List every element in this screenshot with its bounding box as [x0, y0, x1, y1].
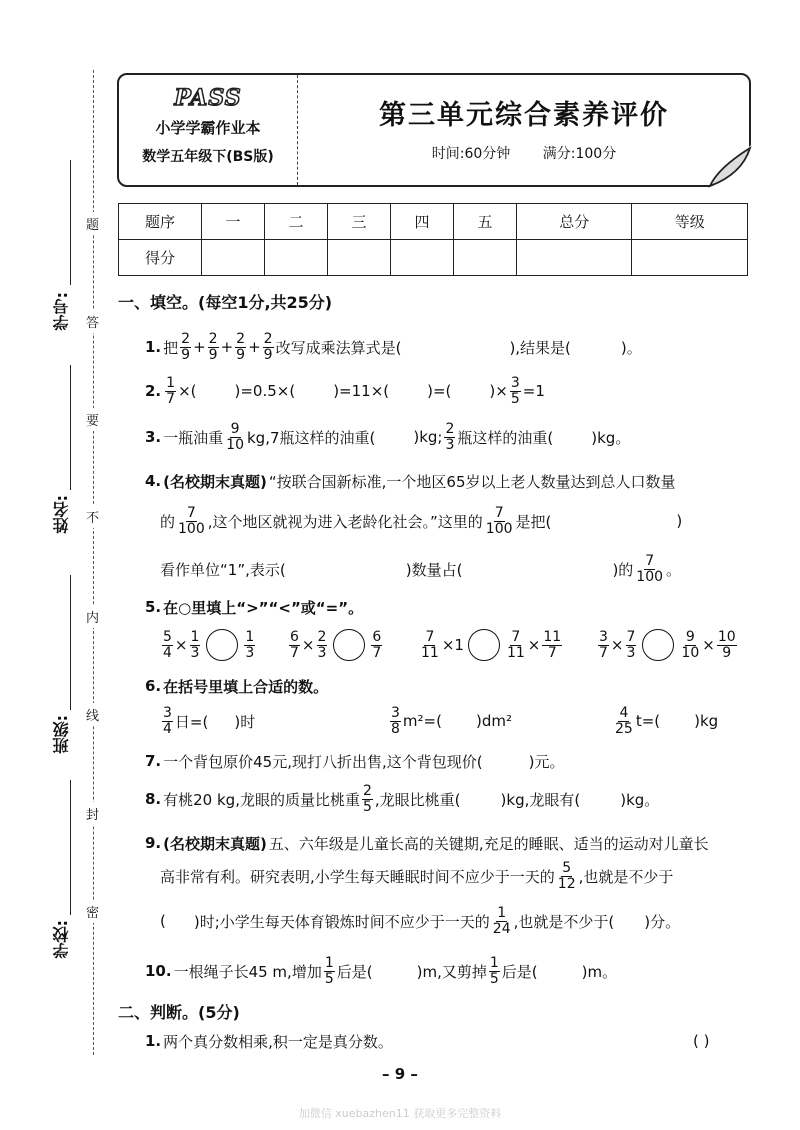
question-text: 在括号里填上合适的数。 [163, 677, 329, 696]
question-number: 7. [145, 752, 162, 770]
numerator: 3 [163, 704, 172, 721]
compare-item-3 [418, 624, 564, 666]
numerator: 7 [626, 628, 636, 645]
numerator: 2 [208, 330, 218, 347]
question-5 [145, 594, 365, 620]
question-number: 2. [145, 382, 162, 400]
question-text: kg,7瓶这样的油重( [246, 428, 376, 447]
question-text: ,这个地区就视为进入老龄化社会。”这里的 [207, 512, 483, 531]
binding-char: 不 [86, 505, 99, 528]
denominator: 100 [636, 568, 664, 585]
question-3 [145, 416, 630, 458]
question-10 [145, 950, 617, 992]
table-header-cell: 五 [454, 204, 517, 240]
fraction [324, 956, 335, 986]
question-text: ×( [178, 382, 197, 400]
numerator: 7 [425, 628, 435, 645]
fraction [444, 422, 455, 452]
judge-answer-parens[interactable]: ( ) [693, 1032, 710, 1050]
numerator: 11 [543, 628, 562, 645]
question-9-line-2 [160, 855, 673, 897]
numerator: 1 [190, 628, 200, 645]
denominator: 10 [226, 436, 244, 453]
numerator: 3 [391, 704, 400, 721]
numerator: 6 [290, 628, 299, 645]
name-line[interactable] [70, 365, 71, 490]
question-text: )的 [612, 560, 634, 579]
fraction [598, 630, 609, 660]
denominator: 25 [615, 720, 633, 737]
student-id-label: 学号: [52, 292, 71, 331]
question-text: 在○里填上“>”“<”或“=”。 [163, 598, 364, 617]
question-text: )× [489, 382, 508, 400]
denominator: 3 [190, 644, 200, 661]
numerator: 2 [362, 782, 372, 799]
numerator: 1 [166, 374, 176, 391]
question-text: )kg。 [591, 428, 631, 447]
question-text: 高非常有利。研究表明,小学生每天睡眠时间不应少于一天的 [160, 867, 555, 886]
numerator: 7 [186, 504, 196, 521]
denominator: 3 [626, 644, 636, 661]
operator: × [301, 636, 315, 654]
question-text: 是把( [515, 512, 552, 531]
judge-question-1 [145, 1028, 393, 1054]
pass-logo: PASS [174, 85, 242, 111]
denominator: 9 [181, 346, 191, 363]
denominator: 3 [317, 644, 327, 661]
question-text: )时 [234, 712, 256, 731]
question-text: )=0.5×( [234, 382, 296, 400]
denominator: 24 [492, 920, 511, 937]
numerator: 9 [685, 628, 695, 645]
fraction [190, 630, 201, 660]
binding-char: 答 [86, 310, 99, 333]
numerator: 4 [619, 704, 629, 721]
numerator: 5 [163, 628, 172, 645]
operator: × [702, 636, 715, 654]
fraction [420, 630, 440, 660]
fraction [626, 630, 637, 660]
fraction [489, 956, 500, 986]
question-6 [145, 673, 330, 699]
student-id-line[interactable] [70, 160, 71, 285]
denominator: 9 [263, 346, 273, 363]
question-text: m²=( [402, 712, 442, 730]
binding-char: 线 [86, 703, 99, 726]
source-tag: (名校期末真题) [163, 834, 267, 853]
denominator: 5 [489, 970, 499, 987]
grade-edition: 数学五年级下(BS版) [142, 149, 274, 165]
fraction [614, 706, 634, 736]
denominator: 100 [485, 520, 513, 537]
binding-char: 要 [86, 408, 99, 431]
compare-item-1 [160, 624, 257, 666]
operator: ×1 [441, 636, 464, 654]
denominator: 7 [290, 644, 299, 661]
exam-meta [299, 143, 749, 163]
question-text: 五、六年级是儿童长高的关键期,充足的睡眠、适当的运动对儿童长 [268, 834, 709, 853]
score-cell[interactable] [454, 240, 517, 276]
table-header-cell: 三 [328, 204, 391, 240]
school-line[interactable] [70, 780, 71, 915]
score-table [118, 203, 748, 276]
binding-char: 密 [86, 900, 99, 923]
denominator: 9 [236, 346, 246, 363]
question-2 [145, 370, 545, 412]
score-table-score-row [119, 240, 748, 276]
question-4-line-1 [145, 468, 676, 494]
question-text: ,也就是不少于 [578, 867, 674, 886]
question-number: 1. [145, 1032, 162, 1050]
watermark-text: 加微信 xuebazhen11 获取更多完整资料 [298, 1107, 502, 1120]
numerator: 2 [181, 330, 191, 347]
class-line[interactable] [70, 575, 71, 710]
table-header-cell: 等级 [632, 204, 748, 240]
question-number: 8. [145, 790, 162, 808]
fraction [717, 630, 737, 660]
denominator: 5 [510, 390, 520, 407]
question-number: 3. [145, 428, 162, 446]
question-number: 1. [145, 338, 162, 356]
compare-circle[interactable] [333, 629, 365, 661]
denominator: 7 [599, 644, 608, 661]
operator: × [174, 636, 188, 654]
question-number: 4. [145, 472, 162, 490]
question-text: )分。 [644, 912, 681, 931]
question-text: )dm² [475, 712, 512, 730]
fraction [289, 630, 300, 660]
time-limit: 时间:60分钟 [431, 146, 511, 162]
denominator: 9 [208, 346, 218, 363]
numerator: 7 [494, 504, 504, 521]
denominator: 3 [245, 644, 255, 661]
question-number: 9. [145, 834, 162, 852]
numerator: 9 [230, 420, 240, 437]
fraction [635, 554, 664, 584]
fraction [180, 332, 191, 362]
fraction [362, 784, 373, 814]
denominator: 5 [324, 970, 334, 987]
fraction [680, 630, 700, 660]
denominator: 7 [372, 644, 382, 661]
numerator: 1 [497, 904, 507, 921]
question-text: )=( [427, 382, 452, 400]
operator: + [193, 338, 206, 356]
denominator: 7 [166, 390, 176, 407]
page-curl-icon [708, 144, 752, 188]
fraction [317, 630, 328, 660]
fraction [263, 332, 274, 362]
numerator: 2 [236, 330, 246, 347]
question-4-line-2 [160, 500, 682, 542]
fraction [506, 630, 526, 660]
numerator: 2 [317, 628, 327, 645]
question-text: )m。 [581, 962, 618, 981]
question-text: ,龙眼比桃重( [374, 790, 461, 809]
question-text: 。 [666, 560, 682, 579]
name-label: 姓名: [52, 495, 71, 534]
denominator: 4 [163, 720, 172, 737]
school-label: 学校: [52, 920, 71, 959]
question-9-line-1 [145, 830, 709, 856]
question-text: 一瓶油重 [163, 428, 224, 447]
table-header-cell: 四 [391, 204, 454, 240]
question-9-line-3 [160, 900, 680, 942]
question-text: 把 [163, 338, 179, 357]
fraction [510, 376, 521, 406]
question-text: 看作单位“1”,表示( [160, 560, 286, 579]
table-header-cell: 一 [202, 204, 265, 240]
question-text: =1 [522, 382, 545, 400]
question-text: 日=( [174, 712, 209, 731]
fraction [235, 332, 246, 362]
brand-block [119, 75, 298, 185]
question-text: )kg。 [620, 790, 660, 809]
fraction [162, 706, 173, 736]
question-text: 两个真分数相乘,积一定是真分数。 [163, 1032, 393, 1051]
question-text: )。 [620, 338, 642, 357]
score-cell[interactable] [391, 240, 454, 276]
question-text: )元。 [528, 752, 565, 771]
fraction [390, 706, 401, 736]
fraction [162, 630, 173, 660]
question-8 [145, 778, 659, 820]
denominator: 7 [547, 644, 557, 661]
conversion-item-3 [612, 700, 718, 742]
numerator: 2 [263, 330, 273, 347]
question-text: ),结果是( [509, 338, 571, 357]
question-text: t=( [635, 712, 661, 730]
question-text: )kg,龙眼有( [500, 790, 581, 809]
numerator: 7 [645, 552, 655, 569]
binding-char: 题 [86, 212, 99, 235]
question-text: 一个背包原价45元,现打八折出售,这个背包现价( [163, 752, 483, 771]
compare-circle[interactable] [206, 629, 238, 661]
numerator: 5 [562, 859, 572, 876]
fraction [557, 861, 577, 891]
question-text: ,也就是不少于( [513, 912, 615, 931]
score-cell[interactable] [202, 240, 265, 276]
page-title: 第三单元综合素养评价 [379, 100, 669, 131]
question-text: 后是( [336, 962, 373, 981]
numerator: 7 [511, 628, 521, 645]
numerator: 6 [372, 628, 382, 645]
denominator: 8 [391, 720, 400, 737]
question-number: 6. [145, 677, 162, 695]
conversion-item-2 [388, 700, 512, 742]
operator: × [610, 636, 624, 654]
numerator: 10 [717, 628, 736, 645]
fraction [244, 630, 255, 660]
question-text: “按联合国新标准,一个地区65岁以上老人数量达到总人口数量 [268, 472, 676, 491]
question-text: )m,又剪掉 [416, 962, 487, 981]
table-header-cell: 二 [265, 204, 328, 240]
question-text: 一根绳子长45 m,增加 [173, 962, 322, 981]
page-number: – 9 – [382, 1065, 418, 1083]
question-text: )kg [694, 712, 719, 730]
question-7 [145, 748, 564, 774]
operator: + [248, 338, 261, 356]
question-4-line-3 [160, 548, 681, 590]
binding-char: 内 [86, 605, 99, 628]
fraction [225, 422, 245, 452]
score-cell[interactable] [632, 240, 748, 276]
question-text: ) [676, 512, 683, 530]
numerator: 1 [489, 954, 499, 971]
conversion-item-1 [160, 700, 255, 742]
class-label: 班级: [52, 715, 71, 754]
denominator: 12 [557, 875, 576, 892]
header-box [117, 73, 751, 187]
full-score: 满分:100分 [542, 146, 617, 162]
denominator: 11 [421, 644, 439, 661]
question-text: 瓶这样的油重( [457, 428, 554, 447]
compare-circle[interactable] [642, 629, 674, 661]
denominator: 9 [722, 644, 732, 661]
numerator: 1 [324, 954, 334, 971]
brand-name: 小学学霸作业本 [155, 119, 261, 137]
denominator: 5 [362, 798, 372, 815]
denominator: 10 [681, 644, 700, 661]
source-tag: (名校期末真题) [163, 472, 267, 491]
denominator: 4 [163, 644, 172, 661]
fraction [177, 506, 206, 536]
numerator: 3 [510, 374, 520, 391]
score-cell[interactable] [328, 240, 391, 276]
operator: × [527, 636, 541, 654]
question-text: )数量占( [405, 560, 463, 579]
score-cell[interactable] [265, 240, 328, 276]
numerator: 2 [445, 420, 455, 437]
fraction [485, 506, 514, 536]
compare-circle[interactable] [468, 629, 500, 661]
question-1 [145, 326, 642, 368]
fraction [492, 906, 512, 936]
fraction [165, 376, 176, 406]
numerator: 3 [599, 628, 608, 645]
score-cell[interactable] [517, 240, 632, 276]
score-row-label: 得分 [119, 240, 202, 276]
question-text: )时;小学生每天体育锻炼时间不应少于一天的 [193, 912, 490, 931]
denominator: 100 [178, 520, 205, 537]
binding-char: 封 [86, 802, 99, 825]
numerator: 1 [245, 628, 255, 645]
fraction [542, 630, 562, 660]
score-table-header-row [119, 204, 748, 240]
question-text: )=11×( [333, 382, 390, 400]
question-text: 有桃20 kg,龙眼的质量比桃重 [163, 790, 360, 809]
question-text: ( [160, 912, 166, 930]
denominator: 3 [445, 436, 455, 453]
fraction [208, 332, 219, 362]
compare-item-2 [287, 624, 384, 666]
question-text: 的 [160, 512, 176, 531]
denominator: 11 [506, 644, 525, 661]
operator: + [220, 338, 234, 356]
section-1-title: 一、填空。(每空1分,共25分) [118, 292, 333, 312]
question-text: 改写成乘法算式是( [275, 338, 402, 357]
compare-item-4 [596, 624, 739, 666]
table-header-cell: 总分 [517, 204, 632, 240]
fraction [371, 630, 382, 660]
table-header-cell: 题序 [119, 204, 202, 240]
question-number: 10. [145, 962, 172, 980]
question-text: )kg; [413, 428, 443, 446]
question-number: 5. [145, 598, 162, 616]
section-2-title: 二、判断。(5分) [118, 1002, 240, 1022]
question-text: 后是( [501, 962, 538, 981]
